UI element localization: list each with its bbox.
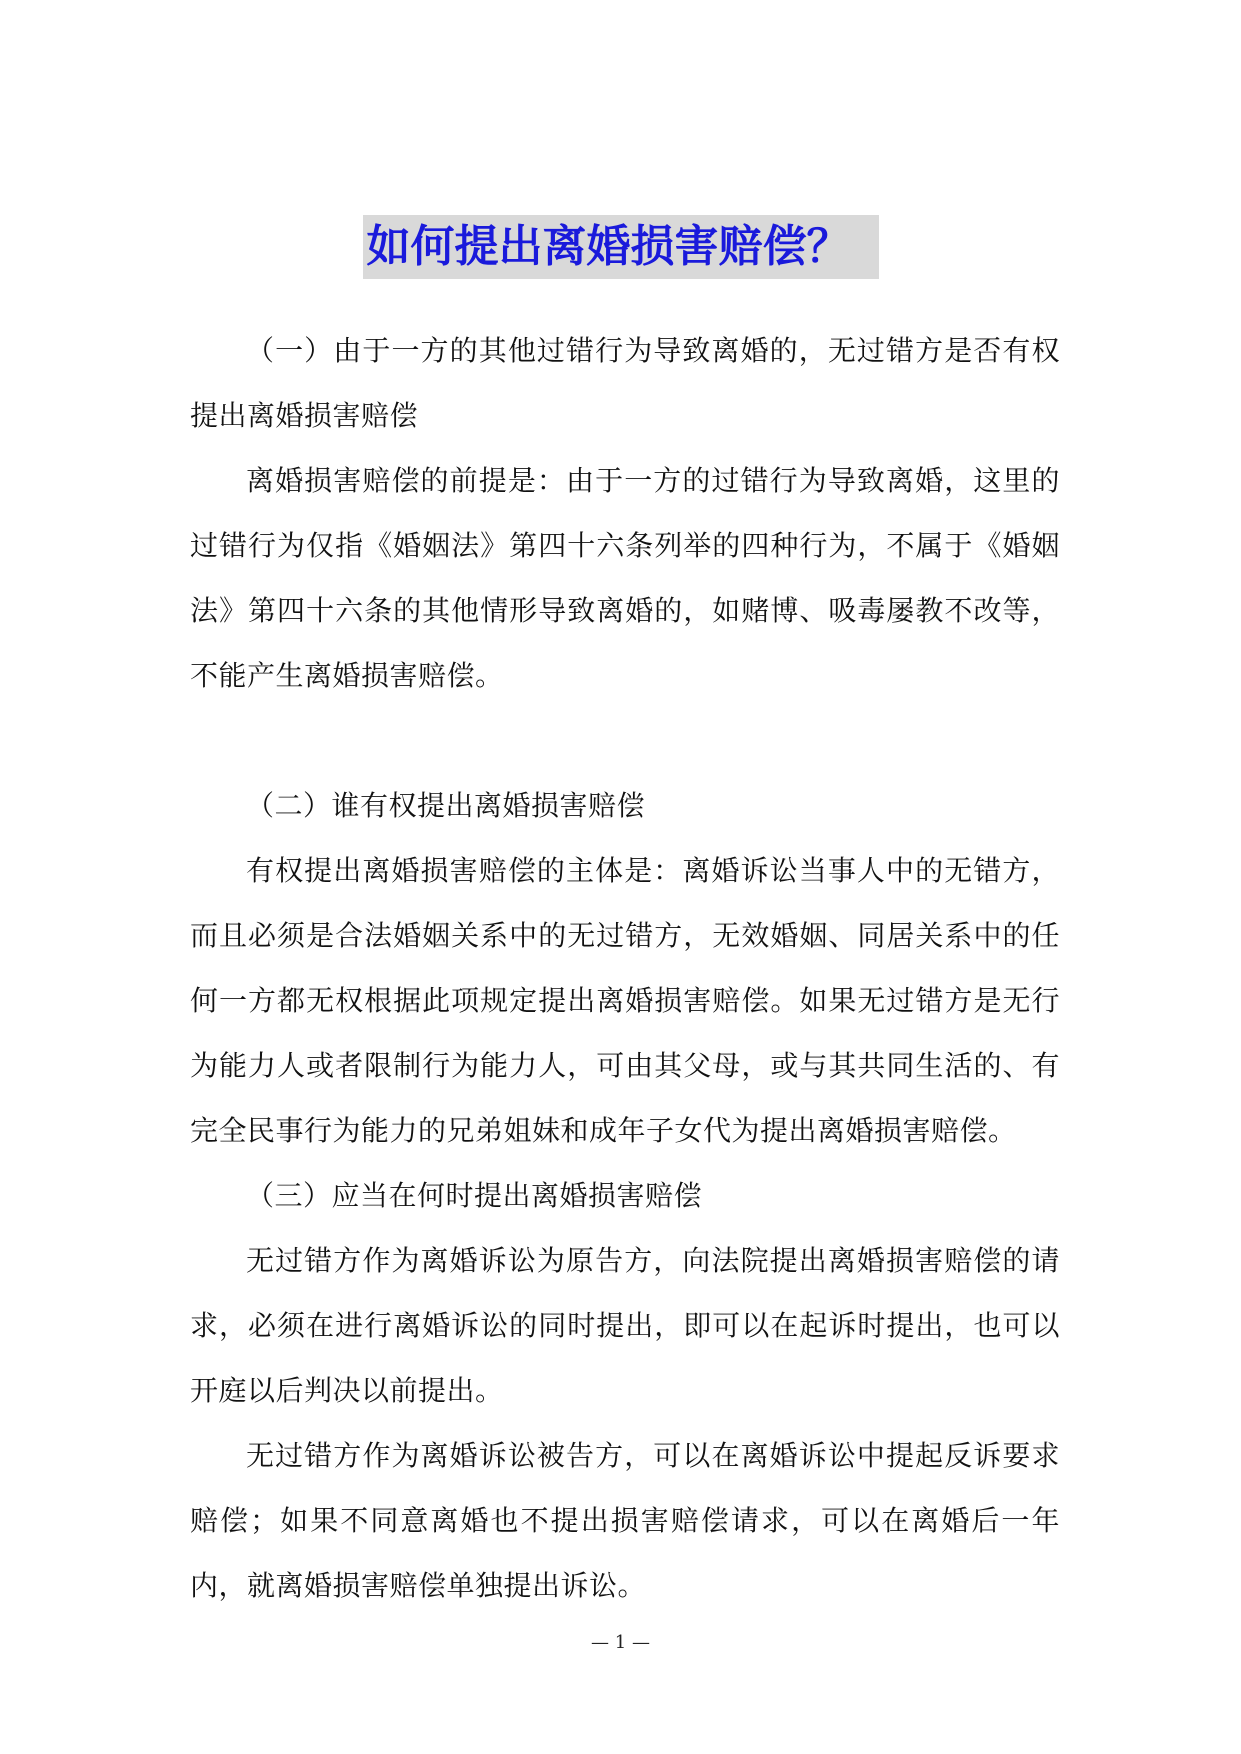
page-number: — 1 — (591, 1632, 650, 1653)
paragraph-spacer (190, 708, 1060, 773)
document-title: 如何提出离婚损害赔偿？ (363, 215, 879, 279)
title-container (0, 215, 1241, 279)
section-heading-3: （三）应当在何时提出离婚损害赔偿 (246, 1179, 703, 1212)
paragraph: 有权提出离婚损害赔偿的主体是：离婚诉讼当事人中的无错方，而且必须是合法婚姻关系中的无过错方，无效婚姻、同居关系中的任何一方都无权根据此项规定提出离婚损害赔偿。如果无过错方是无行为能力人或者限制行为能力人，可由其父母，或与其共同生活的、有完全民事行为能力的兄弟姐妹和成年子女代为提出离婚损害赔偿。 (190, 854, 1060, 1147)
paragraph: 离婚损害赔偿的前提是：由于一方的过错行为导致离婚，这里的过错行为仅指《婚姻法》第四十六条列举的四种行为，不属于《婚姻法》第四十六条的其他情形导致离婚的，如赌博、吸毒屡教不改等，不能产生离婚损害赔偿。 (190, 464, 1060, 692)
document-body (190, 318, 1060, 1618)
paragraph: 无过错方作为离婚诉讼被告方，可以在离婚诉讼中提起反诉要求赔偿；如果不同意离婚也不提出损害赔偿请求，可以在离婚后一年内，就离婚损害赔偿单独提出诉讼。 (190, 1439, 1060, 1602)
section-heading-1: （一）由于一方的其他过错行为导致离婚的，无过错方是否有权提出离婚损害赔偿 (190, 334, 1060, 432)
paragraph: 无过错方作为离婚诉讼为原告方，向法院提出离婚损害赔偿的请求，必须在进行离婚诉讼的同时提出，即可以在起诉时提出，也可以开庭以后判决以前提出。 (190, 1244, 1060, 1407)
section-heading-2: （二）谁有权提出离婚损害赔偿 (246, 789, 646, 822)
